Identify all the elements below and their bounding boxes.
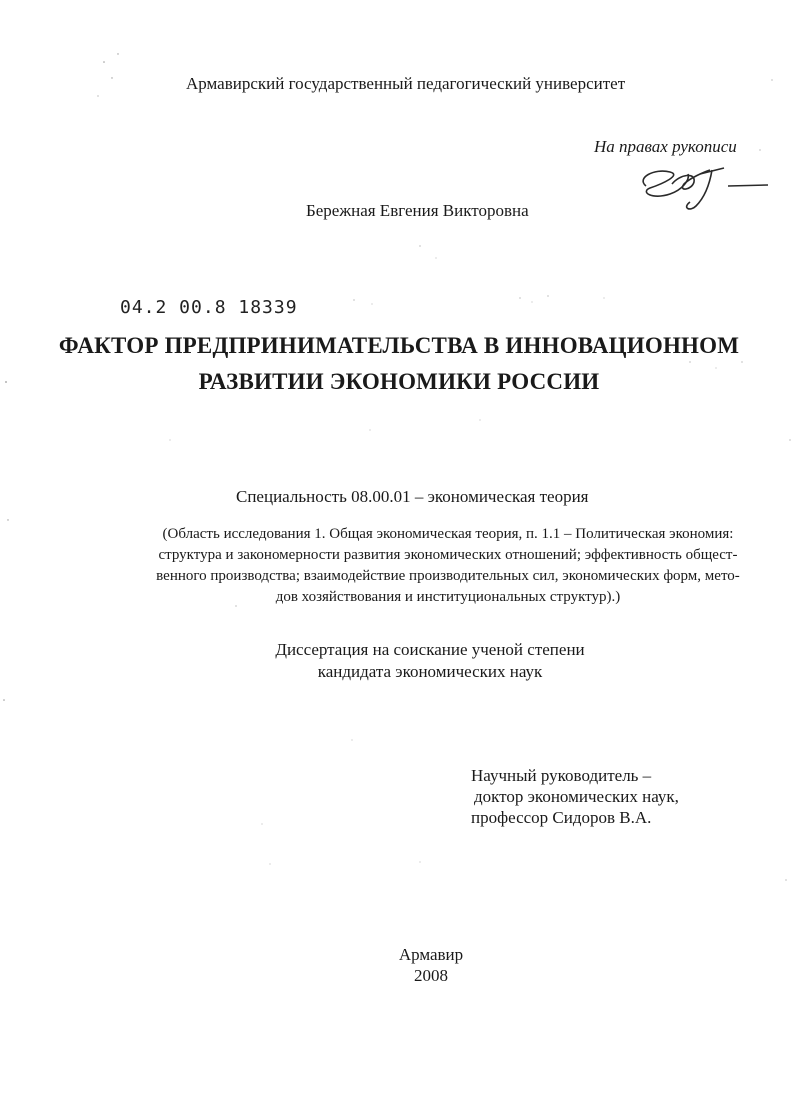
supervisor-degree: доктор экономических наук, — [474, 787, 679, 806]
author-name: Бережная Евгения Викторовна — [306, 201, 529, 220]
dissertation-degree-line-1: Диссертация на соискание ученой степени — [275, 640, 585, 659]
thesis-title-line-1: ФАКТОР ПРЕДПРИНИМАТЕЛЬСТВА В ИННОВАЦИОННОМ — [58, 333, 740, 358]
supervisor-label: Научный руководитель – — [471, 766, 652, 785]
university-name: Армавирский государственный педагогический университет — [186, 74, 626, 93]
specialty: Специальность 08.00.01 – экономическая теория — [236, 487, 589, 506]
year: 2008 — [414, 966, 448, 985]
dissertation-degree-line-2: кандидата экономических наук — [317, 662, 543, 681]
supervisor-name: профессор Сидоров В.А. — [471, 808, 652, 827]
handwritten-signature — [632, 160, 772, 220]
research-area-line: (Область исследования 1. Общая экономическая теория, п. 1.1 – Политическая экономия: — [162, 526, 734, 542]
city: Армавир — [398, 945, 464, 964]
research-area-line: венного производства; взаимодействие производительных сил, экономических форм, мето- — [156, 568, 740, 584]
research-area-line: дов хозяйствования и институциональных структур).) — [275, 589, 621, 605]
research-area-line: структура и закономерности развития экономических отношений; эффективность общест- — [158, 547, 738, 563]
rights-note: На правах рукописи — [594, 137, 737, 156]
research-area — [116, 524, 780, 608]
archive-stamp-number: 04.2 00.8 18339 — [120, 297, 298, 318]
thesis-title-line-2: РАЗВИТИИ ЭКОНОМИКИ РОССИИ — [198, 369, 600, 394]
